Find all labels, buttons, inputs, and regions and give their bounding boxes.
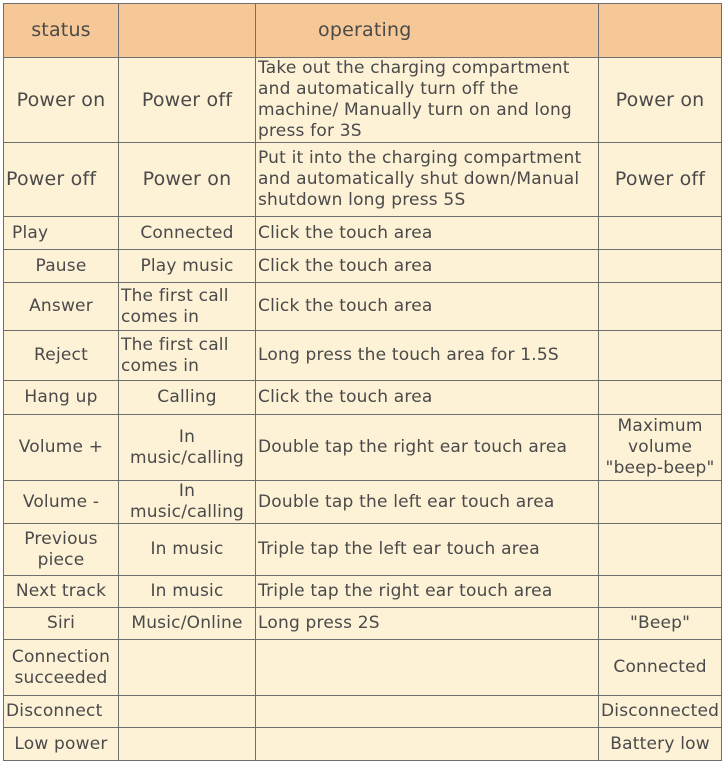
header-blank-2 [599, 4, 722, 58]
operation-cell: Long press 2S [256, 608, 599, 640]
status-cell: Volume + [4, 415, 119, 481]
condition-cell: In music/calling [119, 415, 256, 481]
status-cell: Pause [4, 250, 119, 283]
table-row [4, 696, 722, 728]
condition-cell: In music [119, 524, 256, 576]
status-cell: Hang up [4, 381, 119, 415]
result-cell [599, 381, 722, 415]
header-blank-1 [119, 4, 256, 58]
result-cell [599, 481, 722, 524]
table-row [4, 576, 722, 608]
result-cell [599, 576, 722, 608]
operation-cell: Triple tap the right ear touch area [256, 576, 599, 608]
table-row [4, 640, 722, 696]
operation-cell: Click the touch area [256, 381, 599, 415]
result-cell: Power off [599, 143, 722, 217]
result-cell [599, 250, 722, 283]
condition-cell [119, 640, 256, 696]
table-row [4, 58, 722, 143]
function-table [3, 3, 722, 761]
result-cell: "Beep" [599, 608, 722, 640]
operation-cell: Long press the touch area for 1.5S [256, 331, 599, 381]
operation-cell: Take out the charging compartment and automatically turn off the machine/ Manually turn on and long press for 3S [256, 58, 599, 143]
result-cell [599, 283, 722, 331]
operation-cell: Click the touch area [256, 217, 599, 250]
status-cell: Connection succeeded [4, 640, 119, 696]
result-cell: Battery low [599, 728, 722, 761]
status-cell: Play [4, 217, 119, 250]
operation-cell: Double tap the left ear touch area [256, 481, 599, 524]
status-cell: Next track [4, 576, 119, 608]
table-row [4, 481, 722, 524]
condition-cell: Calling [119, 381, 256, 415]
condition-cell [119, 728, 256, 761]
result-cell [599, 217, 722, 250]
result-cell: Connected [599, 640, 722, 696]
operation-cell [256, 728, 599, 761]
operation-cell: Triple tap the left ear touch area [256, 524, 599, 576]
table-row [4, 250, 722, 283]
table-row [4, 608, 722, 640]
status-cell: Power on [4, 58, 119, 143]
table-row [4, 143, 722, 217]
table-row [4, 415, 722, 481]
header-status: status [4, 4, 119, 58]
condition-cell: Connected [119, 217, 256, 250]
status-cell: Reject [4, 331, 119, 381]
status-cell: Volume - [4, 481, 119, 524]
result-cell: Maximum volume "beep-beep" [599, 415, 722, 481]
condition-cell [119, 696, 256, 728]
status-cell: Power off [4, 143, 119, 217]
result-cell [599, 524, 722, 576]
condition-cell: Power off [119, 58, 256, 143]
table-row [4, 283, 722, 331]
status-cell: Disconnect [4, 696, 119, 728]
table-row [4, 331, 722, 381]
result-cell [599, 331, 722, 381]
operation-cell: Click the touch area [256, 283, 599, 331]
condition-cell: In music [119, 576, 256, 608]
table-row [4, 217, 722, 250]
condition-cell: In music/calling [119, 481, 256, 524]
result-cell: Power on [599, 58, 722, 143]
condition-cell: The first call comes in [119, 331, 256, 381]
table-row [4, 381, 722, 415]
result-cell: Disconnected [599, 696, 722, 728]
status-cell: Low power [4, 728, 119, 761]
operation-cell [256, 696, 599, 728]
condition-cell: Play music [119, 250, 256, 283]
status-cell: Answer [4, 283, 119, 331]
operation-cell: Double tap the right ear touch area [256, 415, 599, 481]
condition-cell: The first call comes in [119, 283, 256, 331]
table-row [4, 728, 722, 761]
operation-cell: Click the touch area [256, 250, 599, 283]
table-row [4, 524, 722, 576]
header-row [4, 4, 722, 58]
status-cell: Previous piece [4, 524, 119, 576]
condition-cell: Power on [119, 143, 256, 217]
function-table-container [3, 3, 722, 761]
condition-cell: Music/Online [119, 608, 256, 640]
status-cell: Siri [4, 608, 119, 640]
operation-cell: Put it into the charging compartment and automatically shut down/Manual shutdown long press 5S [256, 143, 599, 217]
operation-cell [256, 640, 599, 696]
header-operating: operating [256, 4, 599, 58]
